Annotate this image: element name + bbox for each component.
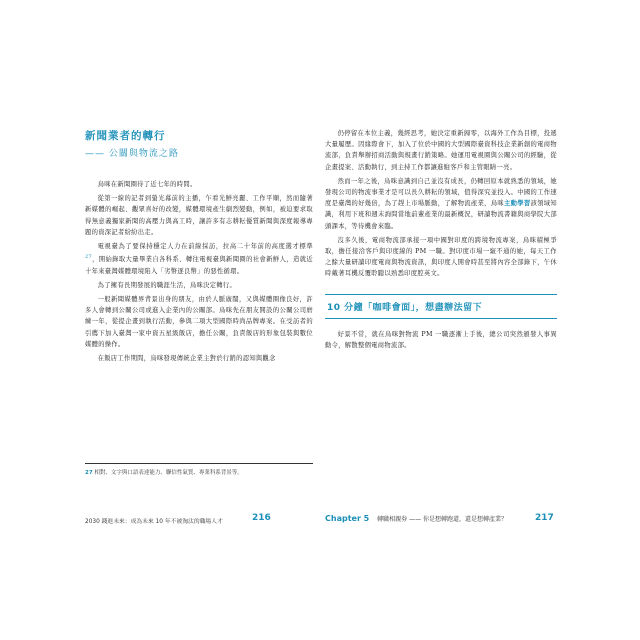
paragraph: 為了擁有長期發展的職涯生活，烏咪決定轉行。 bbox=[97, 281, 237, 289]
paragraph: 一般新聞媒體界背景出身的朋友，由於人脈廣闊，又與媒體圈像良好，許多人會轉到公關公司或進入企業內的公關部。烏咪先在朋友開設的公關公司磨練一年，從提企畫到執行活動，參與二項大型國際時尚品牌專案。在受訪者的引薦下加入臺灣一家中資五星級飯店，擔任公關，負責飯店的形象包裝與數位媒體的操作。 bbox=[85, 295, 313, 348]
right-page-number: 217 bbox=[535, 513, 554, 523]
paragraph: 仍停留在本位主義，幾經思考，她決定重新歸零，以海外工作為目標，投遞大量履歷。因緣際會下，加入了位於中國的大型國際臺資科技企業新創的電商物流部，負責舉辦招商活動與規畫行銷策略。她運用電視圈與公關公司的經驗，從企畫提案、活動執行，到主持工作都讓進駐客戶和主管眼睛一亮。 bbox=[325, 130, 557, 171]
section-box bbox=[325, 294, 557, 319]
right-footer bbox=[325, 514, 507, 523]
footnote-divider bbox=[85, 463, 313, 464]
right-page bbox=[325, 128, 557, 354]
section-heading: 新聞業者的轉行 bbox=[85, 130, 166, 142]
left-page-number: 216 bbox=[252, 513, 271, 523]
footnote-text: 相對、文字與口語表達能力、聯信性氣質、專業科系背景等。 bbox=[94, 470, 243, 476]
right-footer-title: 轉職相親券 —— 你是想轉跑道，還是想轉產業？ bbox=[377, 516, 507, 523]
paragraph: 電視臺為了要保持穩定人力在前線採訪，拉高二十年前的高度選才標準$^{27}$，開始錄取大量畢業自各科系、轉往電視臺與新聞圈的社會新鮮人，造就近十年來臺灣媒體環境陷入「劣幣逐良幣」的惡性循環。 bbox=[85, 243, 313, 275]
footnote-reference: 27 bbox=[85, 254, 92, 261]
chapter-label: Chapter 5 bbox=[325, 514, 370, 523]
left-page bbox=[85, 128, 313, 367]
paragraph: 好景不常，就在烏咪對物流 PM 一職逐漸上手後，總公司突然頒發人事異動令，解散整個電商物流部。 bbox=[325, 330, 557, 349]
paragraph: 然而一年之後，烏咪意識到自己並沒有成長，仍轉回原本就熟悉的領域，她發現公司的物流事業才是可以長久耕耘的領域，值得深究並投入。中國的工作速度是臺灣的好幾倍，為了趕上市場脈動，了解物流產業，烏咪主動學習該領域知識，利用下班和週末詢問當地前輩產業的最新概況，研讀物流書籍與商學院大部頭課本，等待機會來臨。 bbox=[325, 177, 557, 230]
paragraph: 沒多久後，電商物流部承接一項中國對印度的跨境物流專案，烏咪積極爭取，擔任接洽客戶與印度線的 PM 一職。對印度市場一竅不通的她，每天工作之餘大量研讀印度電商與物流資訊，與印度人開會時甚至將內容全部錄下，午休時戴著耳機反覆聆聽以熟悉印度腔英文。 bbox=[325, 236, 557, 278]
footnote bbox=[85, 468, 243, 476]
left-footer-title: 2030 錢進未來：成為未來 10 年不被淘汰的職場人才 bbox=[85, 519, 223, 525]
highlight-term: 主動學習 bbox=[503, 200, 531, 208]
footnote-mark: 27 bbox=[85, 470, 93, 476]
section-title: 10 分鐘「咖啡會面」，想盡辦法留下 bbox=[327, 302, 483, 313]
paragraph: 烏咪在新聞圈待了近七年的時間。 bbox=[97, 181, 197, 188]
paragraph: 在飯店工作期間，烏咪發現傳統企業主對於行銷的認知與觀念 bbox=[97, 354, 276, 362]
section-subheading: —— 公關與物流之路 bbox=[85, 149, 179, 159]
paragraph: 從第一線的記者到螢光幕前的主播，乍看光鮮亮麗、工作平順，然而隨著新媒體的崛起、觀眾喜好的改變，媒體環境產生劇烈變動，例如，被迫要求取得無意義獨家新聞的高壓力與高工時，讓許多有志耕耘優質新聞與深度報導專題的資深記者紛紛出走。 bbox=[85, 195, 313, 236]
